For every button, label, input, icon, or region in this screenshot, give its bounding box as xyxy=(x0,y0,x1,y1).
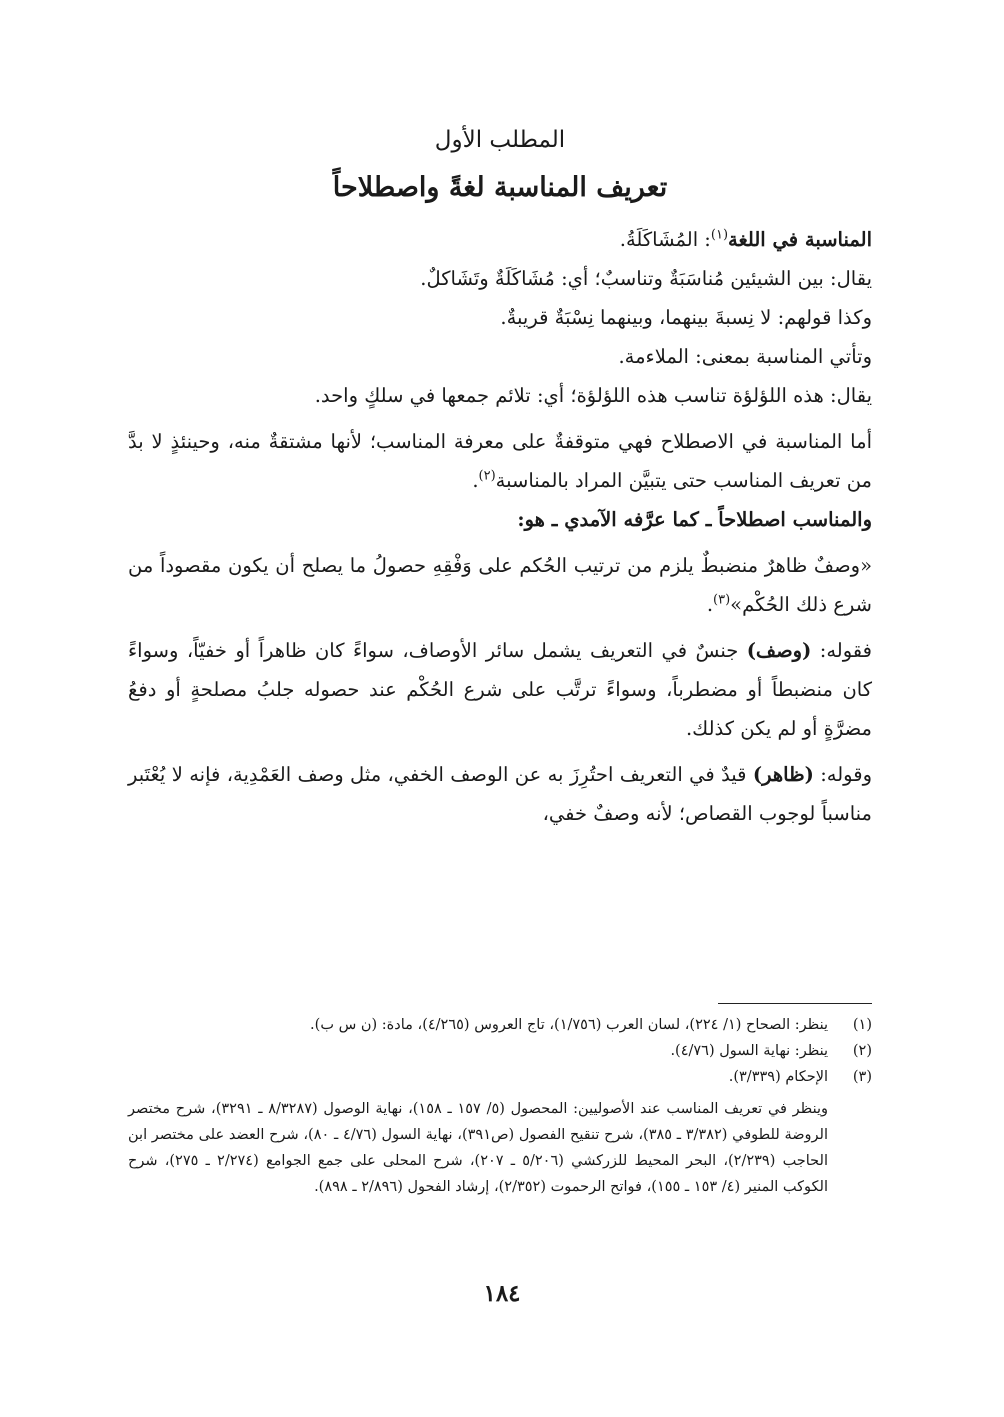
paragraph-8 xyxy=(128,546,872,624)
paragraph-6-text: أما المناسبة في الاصطلاح فهي متوقفةٌ على معرفة المناسب؛ لأنها مشتقةٌ منه، وحينئذٍ لا بدَّ من تعريف المناسب حتى يتبيَّن المراد بالمناسبة xyxy=(128,430,872,492)
footnotes xyxy=(128,1012,872,1200)
paragraph-2: يقال: بين الشيئين مُناسَبَةٌ وتناسبٌ؛ أي: مُشَاكَلَةٌ وتَشَاكلٌ. xyxy=(420,267,872,290)
section-heading: المطلب الأول xyxy=(434,127,566,153)
paragraph-9-lead: فقوله: xyxy=(811,639,872,662)
footnote-1 xyxy=(128,1012,872,1038)
footnote-ref-1[interactable]: (١) xyxy=(710,227,729,243)
footnote-2 xyxy=(128,1038,872,1064)
paragraph-9 xyxy=(128,631,872,748)
paragraph-10 xyxy=(128,755,872,833)
paragraph-9-text: جنسٌ في التعريف يشمل سائر الأوصاف، سواءً كان ظاهراً أو خفيّاً، وسواءً كان منضبطاً أو مضطرباً، وسواءً ترتَّب على شرع الحُكْم عند حصوله جلبُ مصلحةٍ أو دفعُ مضرَّةٍ أو لم يكن كذلك. xyxy=(128,639,872,740)
paragraph-4: وتأتي المناسبة بمعنى: الملاءمة. xyxy=(618,345,872,368)
footnote-3 xyxy=(128,1064,872,1090)
footnote-number: (١) xyxy=(852,1017,872,1033)
footnote-separator xyxy=(718,1003,872,1004)
paragraph-3: وكذا قولهم: لا نِسبةَ بينهما، وبينهما نِسْبَةٌ قريبةٌ. xyxy=(500,306,872,329)
term-wasf: (وصف) xyxy=(746,639,812,662)
footnote-ref-3[interactable]: (٣) xyxy=(713,592,731,608)
footnote-text: ينظر: الصحاح (١/ ٢٢٤)، لسان العرب (١/٧٥٦)، تاج العروس (٤/٢٦٥)، مادة: (ن س ب). xyxy=(310,1017,828,1033)
footnote-references: وينظر في تعريف المناسب عند الأصوليين: المحصول (٥/ ١٥٧ ـ ١٥٨)، نهاية الوصول (٨/٣٢٨٧ ـ ٣٢٩١)، شرح مختصر الروضة للطوفي (٣/٣٨٢ ـ ٣٨٥)، شرح تنقيح الفصول (ص٣٩١)، نهاية السول (٤/٧٦ ـ ٨٠)، شرح العضد على مختصر ابن الحاجب (٢/٢٣٩)، البحر المحيط للزركشي (٥/٢٠٦ ـ ٢٠٧)، شرح المحلى على جمع الجوامع (٢/٢٧٤ ـ ٢٧٥)، شرح الكوكب المنير (٤/ ١٥٣ ـ ١٥٥)، فواتح الرحموت (٢/٣٥٢)، إرشاد الفحول (٢/٨٩٦ ـ ٨٩٨). xyxy=(128,1101,829,1195)
paragraph-6 xyxy=(128,422,872,500)
paragraph-7: والمناسب اصطلاحاً ـ كما عرَّفه الآمدي ـ هو: xyxy=(517,508,872,531)
paragraph-10-lead: وقوله: xyxy=(813,763,872,786)
footnote-text: ينظر: نهاية السول (٤/٧٦). xyxy=(670,1043,828,1059)
term-heading: المناسبة في اللغة xyxy=(728,228,872,251)
paragraph-8-end: . xyxy=(706,593,714,616)
definition-quote: «وصفٌ ظاهرٌ منضبطٌ يلزم من ترتيب الحُكم على وَفْقِهِ حصولُ ما يصلح أن يكون مقصوداً من شرع ذلك الحُكْم» xyxy=(128,554,872,616)
footnote-text: الإحكام (٣/٣٣٩). xyxy=(728,1069,828,1085)
footnote-number: (٢) xyxy=(852,1043,872,1059)
paragraph-5: يقال: هذه اللؤلؤة تناسب هذه اللؤلؤة؛ أي: تلائم جمعها في سلكٍ واحد. xyxy=(314,384,872,407)
page-number: ١٨٤ xyxy=(483,1280,521,1307)
body-text xyxy=(128,220,872,833)
paragraph-1-text: : المُشَاكَلَةُ. xyxy=(619,228,711,251)
paragraph-1 xyxy=(128,220,872,259)
paragraph-6-end: . xyxy=(472,469,479,492)
page-title: تعريف المناسبة لغةً واصطلاحاً xyxy=(332,172,668,203)
term-zahir: (ظاهر) xyxy=(752,763,814,786)
paragraph-10-text: قيدٌ في التعريف احتُرِزَ به عن الوصف الخفي، مثل وصف العَمْدِية، فإنه لا يُعْتَبر مناسباً لوجوب القصاص؛ لأنه وصفٌ خفي، xyxy=(128,763,872,825)
footnote-ref-2[interactable]: (٢) xyxy=(478,468,496,484)
footnote-number: (٣) xyxy=(852,1069,872,1085)
